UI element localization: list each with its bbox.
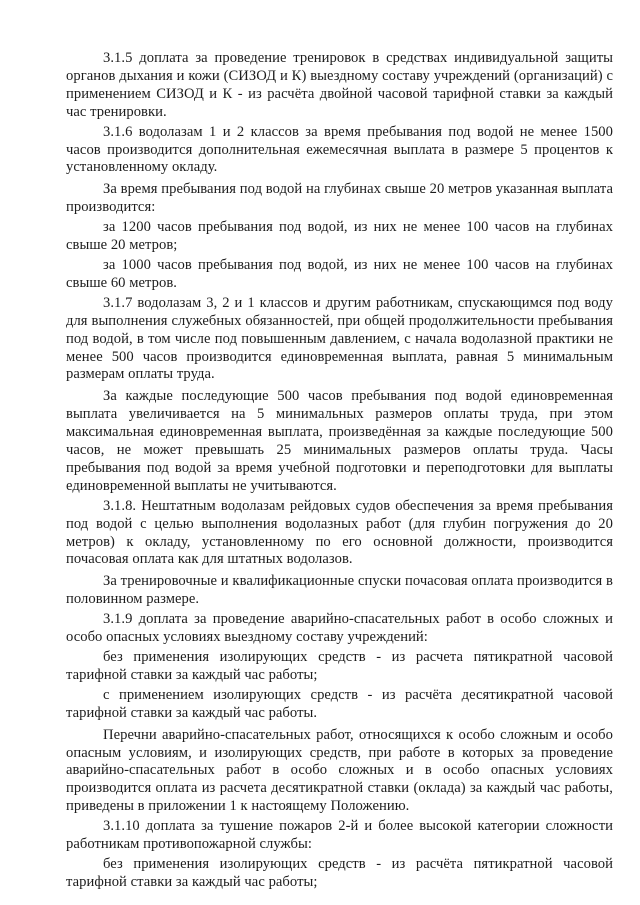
paragraph-firefighting-without-isolating-means: без применения изолирующих средств - из расчёта пятикратной часовой тарифной ставки за каждый час работы; <box>66 855 613 890</box>
paragraph-3-1-9: 3.1.9 доплата за проведение аварийно-спасательных работ в особо сложных и особо опасных условиях выездному составу учреждений: <box>66 611 613 646</box>
paragraph-depth-over-20m: За время пребывания под водой на глубинах свыше 20 метров указанная выплата производится: <box>66 181 613 216</box>
document-page <box>66 50 613 892</box>
paragraph-1000-hours: за 1000 часов пребывания под водой, из них не менее 100 часов на глубинах свыше 60 метров. <box>66 256 613 291</box>
paragraph-3-1-6: 3.1.6 водолазам 1 и 2 классов за время пребывания под водой не менее 1500 часов производится дополнительная ежемесячная выплата в размере 5 процентов к установленному окладу. <box>66 123 613 176</box>
paragraph-each-500-hours: За каждые последующие 500 часов пребывания под водой единовременная выплата увеличивается на 5 минимальных размеров оплаты труда, при этом максимальная единовременная выплата, произведённая за каждые последующие 500 часов, не может превышать 25 минимальных размеров оплаты труда. Часы пребывания под водой за время учебной подготовки и переподготовки для выплаты единовременной выплаты не учитываются. <box>66 388 613 494</box>
paragraph-3-1-7: 3.1.7 водолазам 3, 2 и 1 классов и другим работникам, спускающимся под воду для выполнения служебных обязанностей, при общей продолжительности пребывания под водой, в том числе под повышенным давлением, с начала водолазной практики не менее 500 часов производится единовременная выплата, равная 5 минимальным размерам оплаты труда. <box>66 294 613 383</box>
paragraph-with-isolating-means: с применением изолирующих средств - из расчёта десятикратной часовой тарифной ставки за каждый час работы. <box>66 686 613 721</box>
paragraph-rescue-works-lists: Перечни аварийно-спасательных работ, относящихся к особо сложным и особо опасным условиям, и изолирующих средств, при работе в которых за проведение аварийно-спасательных работ в особо сложных и в особо опасных условиях производится оплата из расчета десятикратной ставки (оклада) за каждый час работы, приведены в приложении 1 к настоящему Положению. <box>66 726 613 815</box>
paragraph-1200-hours: за 1200 часов пребывания под водой, из них не менее 100 часов на глубинах свыше 20 метров; <box>66 219 613 254</box>
paragraph-3-1-10: 3.1.10 доплата за тушение пожаров 2-й и более высокой категории сложности работникам противопожарной службы: <box>66 818 613 853</box>
paragraph-without-isolating-means: без применения изолирующих средств - из расчета пятикратной часовой тарифной ставки за каждый час работы; <box>66 649 613 683</box>
paragraph-training-dives: За тренировочные и квалификационные спуски почасовая оплата производится в половинном размере. <box>66 573 613 608</box>
paragraph-3-1-5: 3.1.5 доплата за проведение тренировок в средствах индивидуальной защиты органов дыхания и кожи (СИЗОД и К) выездному составу учреждений (организаций) с применением СИЗОД и К - из расчёта двойной часовой тарифной ставки за каждый час тренировки. <box>66 50 613 120</box>
paragraph-3-1-8: 3.1.8. Нештатным водолазам рейдовых судов обеспечения за время пребывания под водой с целью выполнения водолазных работ (для глубин погружения до 20 метров) к окладу, установленному по его основной должности, производится почасовая оплата как для штатных водолазов. <box>66 497 613 568</box>
